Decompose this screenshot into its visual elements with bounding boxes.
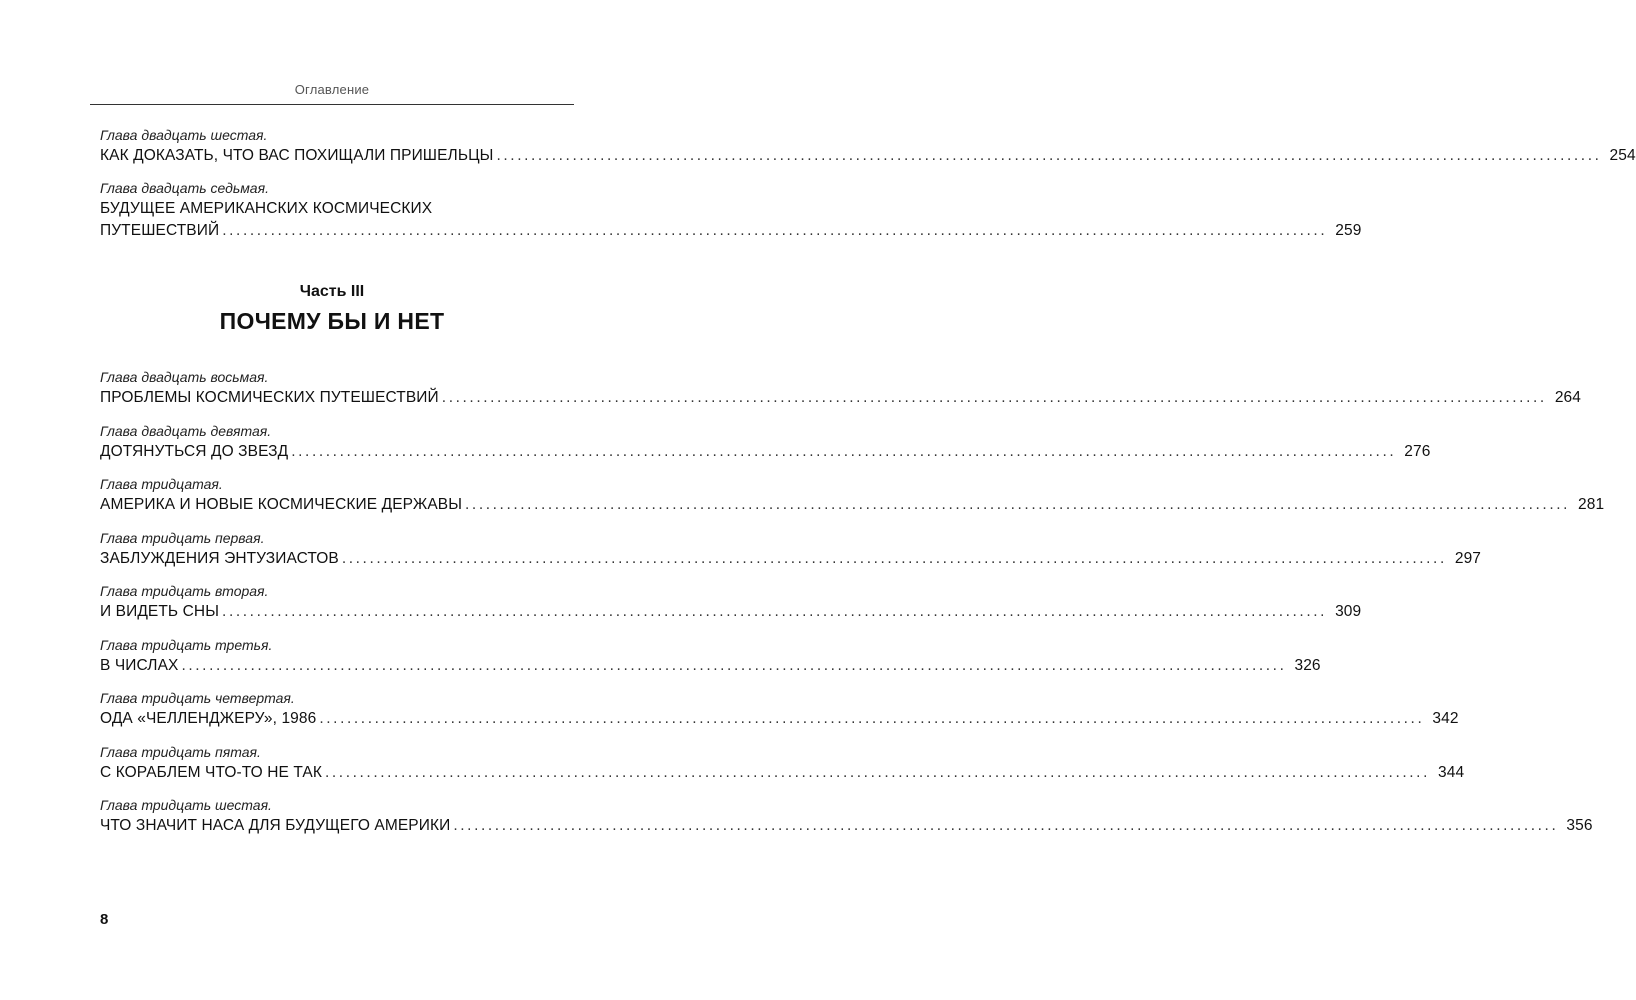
dot-leader: ................................................................................................................................................................ [341, 550, 1447, 567]
toc-entry[interactable] [100, 635, 1321, 677]
page-ref: 264 [1554, 389, 1581, 406]
toc-entry[interactable] [100, 688, 1459, 730]
chapter-title: ДОТЯНУТЬСЯ ДО ЗВЕЗД [100, 443, 289, 460]
dot-leader: ................................................................................................................................................................ [324, 764, 1430, 781]
chapter-label: Глава тридцать шестая. [100, 797, 272, 813]
part-label: Часть III [299, 283, 365, 300]
page-ref: 344 [1438, 764, 1465, 781]
toc-entry[interactable] [100, 421, 1431, 463]
page-ref: 276 [1404, 443, 1431, 460]
part-title: ПОЧЕМУ БЫ И НЕТ [219, 308, 445, 334]
chapter-title: АМЕРИКА И НОВЫЕ КОСМИЧЕСКИЕ ДЕРЖАВЫ [100, 496, 463, 513]
chapter-title: ПРОБЛЕМЫ КОСМИЧЕСКИХ ПУТЕШЕСТВИЙ [100, 389, 439, 406]
toc-entry[interactable] [100, 474, 1605, 516]
chapter-title: В ЧИСЛАХ [100, 657, 179, 674]
page-ref: 342 [1432, 710, 1459, 727]
toc-entry[interactable] [100, 581, 1362, 623]
chapter-label: Глава тридцатая. [100, 476, 223, 492]
chapter-title: ЧТО ЗНАЧИТ НАСА ДЛЯ БУДУЩЕГО АМЕРИКИ [100, 817, 451, 834]
toc-line [100, 762, 1465, 784]
dot-leader: ................................................................................................................................................................ [319, 710, 1425, 727]
chapter-label: Глава двадцать девятая. [100, 423, 272, 439]
chapter-label: Глава тридцать четвертая. [100, 690, 295, 706]
dot-leader: ................................................................................................................................................................ [291, 443, 1397, 460]
page-ref: 254 [1609, 147, 1636, 164]
toc-line [100, 655, 1321, 677]
toc-entry[interactable] [100, 795, 1593, 837]
page-ref: 309 [1335, 603, 1362, 620]
dot-leader: ................................................................................................................................................................ [222, 603, 1328, 620]
page-ref: 259 [1335, 222, 1362, 239]
page-ref: 356 [1566, 817, 1593, 834]
chapter-label: Глава тридцать первая. [100, 530, 265, 546]
chapter-title: ОДА «ЧЕЛЛЕНДЖЕРУ», 1986 [100, 710, 317, 727]
dot-leader: ................................................................................................................................................................ [496, 147, 1602, 164]
toc-line [100, 548, 1482, 570]
toc-line [100, 145, 1636, 167]
chapter-title: ЗАБЛУЖДЕНИЯ ЭНТУЗИАСТОВ [100, 550, 339, 567]
page-ref: 326 [1294, 657, 1321, 674]
toc-entry[interactable] [100, 528, 1482, 570]
toc-entry[interactable] [100, 125, 1636, 167]
dot-leader: ................................................................................................................................................................ [181, 657, 1287, 674]
chapter-label: Глава тридцать третья. [100, 637, 273, 653]
page-ref: 297 [1454, 550, 1482, 567]
dot-leader: ................................................................................................................................................................ [465, 496, 1571, 513]
chapter-label: Глава двадцать восьмая. [100, 369, 269, 385]
chapter-label: Глава тридцать пятая. [100, 744, 261, 760]
chapter-title-line1: БУДУЩЕЕ АМЕРИКАНСКИХ КОСМИЧЕСКИХ [100, 200, 433, 217]
toc-entry[interactable] [100, 742, 1465, 784]
running-header: Оглавление [294, 82, 370, 97]
toc-line [100, 494, 1605, 516]
page-ref: 281 [1578, 496, 1605, 513]
dot-leader: ................................................................................................................................................................ [453, 817, 1559, 834]
chapter-title: И ВИДЕТЬ СНЫ [100, 603, 220, 620]
toc-line [100, 708, 1459, 730]
chapter-label: Глава тридцать вторая. [100, 583, 269, 599]
chapter-title: ПУТЕШЕСТВИЙ [100, 222, 220, 239]
chapter-title: КАК ДОКАЗАТЬ, ЧТО ВАС ПОХИЩАЛИ ПРИШЕЛЬЦЫ [100, 147, 494, 164]
toc-entry[interactable] [100, 367, 1581, 409]
toc-entry[interactable] [100, 178, 1362, 242]
header-rule [90, 104, 574, 105]
toc-line [100, 601, 1362, 623]
chapter-label: Глава двадцать шестая. [100, 127, 268, 143]
dot-leader: ................................................................................................................................................................ [222, 222, 1328, 239]
page-number: 8 [100, 911, 109, 928]
toc-line [100, 441, 1431, 463]
chapter-title: С КОРАБЛЕМ ЧТО-ТО НЕ ТАК [100, 764, 322, 781]
toc-line [100, 387, 1581, 409]
toc-line [100, 815, 1593, 837]
chapter-label: Глава двадцать седьмая. [100, 180, 269, 196]
toc-line [100, 220, 1362, 242]
dot-leader: ................................................................................................................................................................ [441, 389, 1547, 406]
